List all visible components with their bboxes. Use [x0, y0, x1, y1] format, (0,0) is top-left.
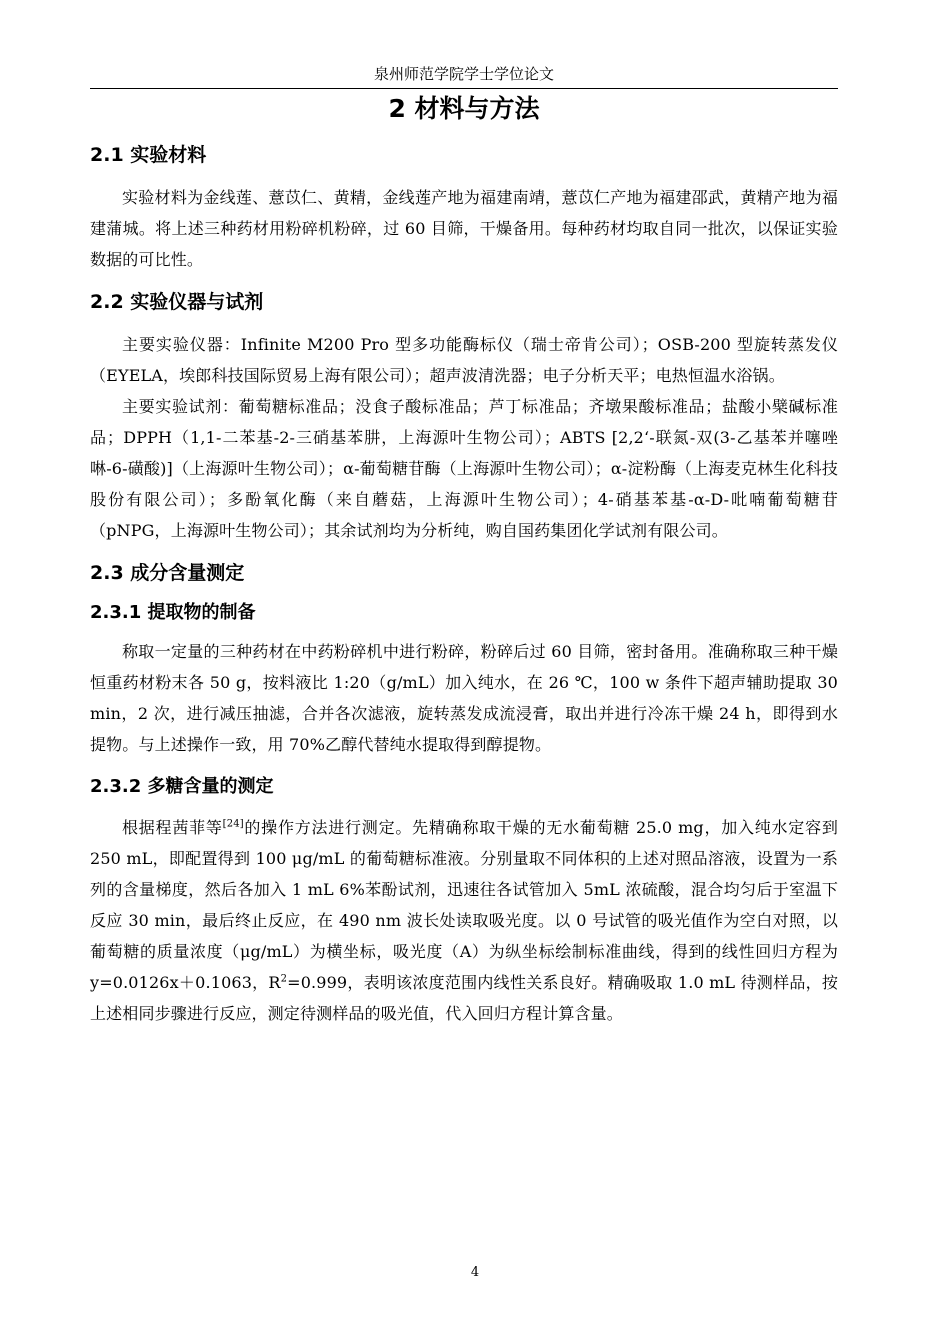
paragraph-text-part: 根据程茜菲等: [122, 818, 223, 837]
section-heading-2-3: 2.3 成分含量测定: [90, 562, 245, 584]
paragraph-polysaccharide-assay: [90, 812, 838, 1029]
page-content: [90, 92, 838, 1029]
running-header: 泉州师范学院学士学位论文: [373, 65, 554, 83]
page-number: 4: [470, 1265, 480, 1280]
subsection-heading-2-3-1: 2.3.1 提取物的制备: [90, 602, 256, 623]
chapter-title: 2 材料与方法: [388, 94, 540, 123]
header-rule: [90, 88, 838, 89]
superscript-exponent: 2: [280, 973, 288, 985]
paragraph-instruments: 主要实验仪器：Infinite M200 Pro 型多功能酶标仪（瑞士帝肯公司）；OSB-200 型旋转蒸发仪（EYELA，埃郎科技国际贸易上海有限公司）；超声波清洗器；电子分析天平；电热恒温水浴锅。: [90, 335, 838, 385]
subsection-heading-2-3-2: 2.3.2 多糖含量的测定: [90, 776, 274, 797]
citation-reference: [24]: [222, 818, 244, 830]
paragraph-reagents: 主要实验试剂：葡萄糖标准品；没食子酸标准品；芦丁标准品；齐墩果酸标准品；盐酸小檗碱标准品；DPPH（1,1-二苯基-2-三硝基苯肼，上海源叶生物公司）；ABTS [2,2‘-联氮-双(3-乙基苯并噻唑啉-6-磺酸)]（上海源叶生物公司）；α-葡萄糖苷酶（上海源叶生物公司）；α-淀粉酶（上海麦克林生化科技股份有限公司）；多酚氧化酶（来自蘑菇，上海源叶生物公司）；4-硝基苯基-α-D-吡喃葡萄糖苷（pNPG，上海源叶生物公司）；其余试剂均为分析纯，购自国药集团化学试剂有限公司。: [90, 397, 838, 540]
section-heading-2-1: 2.1 实验材料: [90, 144, 207, 166]
paragraph-text-part: 的操作方法进行测定。先精确称取干燥的无水葡萄糖 25.0 mg，加入纯水定容到 250 mL，即配置得到 100 μg/mL 的葡萄糖标准液。分别量取不同体积的上述对照品溶液，设置为一系列的含量梯度，然后各加入 1 mL 6%苯酚试剂，迅速往各试管加入 5mL 浓硫酸，混合均匀后于室温下反应 30 min，最后终止反应，在 490 nm 波长处读取吸光度。以 0 号试管的吸光值作为空白对照，以葡萄糖的质量浓度（μg/mL）为横坐标，吸光度（A）为纵坐标绘制标准曲线，得到的线性回归方程为 y=0.0126x＋0.1063，R: [90, 818, 838, 992]
paragraph-materials: 实验材料为金线莲、薏苡仁、黄精，金线莲产地为福建南靖，薏苡仁产地为福建邵武，黄精产地为福建蒲城。将上述三种药材用粉碎机粉碎，过 60 目筛，干燥备用。每种药材均取自同一批次，以保证实验数据的可比性。: [90, 188, 838, 269]
section-heading-2-2: 2.2 实验仪器与试剂: [90, 291, 264, 313]
paragraph-extract-preparation: 称取一定量的三种药材在中药粉碎机中进行粉碎，粉碎后过 60 目筛，密封备用。准确称取三种干燥恒重药材粉末各 50 g，按料液比 1:20（g/mL）加入纯水，在 26 ℃，100 w 条件下超声辅助提取 30 min，2 次，进行减压抽滤，合并各次滤液，旋转蒸发成流浸膏，取出并进行冷冻干燥 24 h，即得到水提物。与上述操作一致，用 70%乙醇代替纯水提取得到醇提物。: [90, 642, 838, 754]
paragraph-text-part: =0.999，表明该浓度范围内线性关系良好。精确吸取 1.0 mL 待测样品，按上述相同步骤进行反应，测定待测样品的吸光值，代入回归方程计算含量。: [90, 973, 838, 1023]
